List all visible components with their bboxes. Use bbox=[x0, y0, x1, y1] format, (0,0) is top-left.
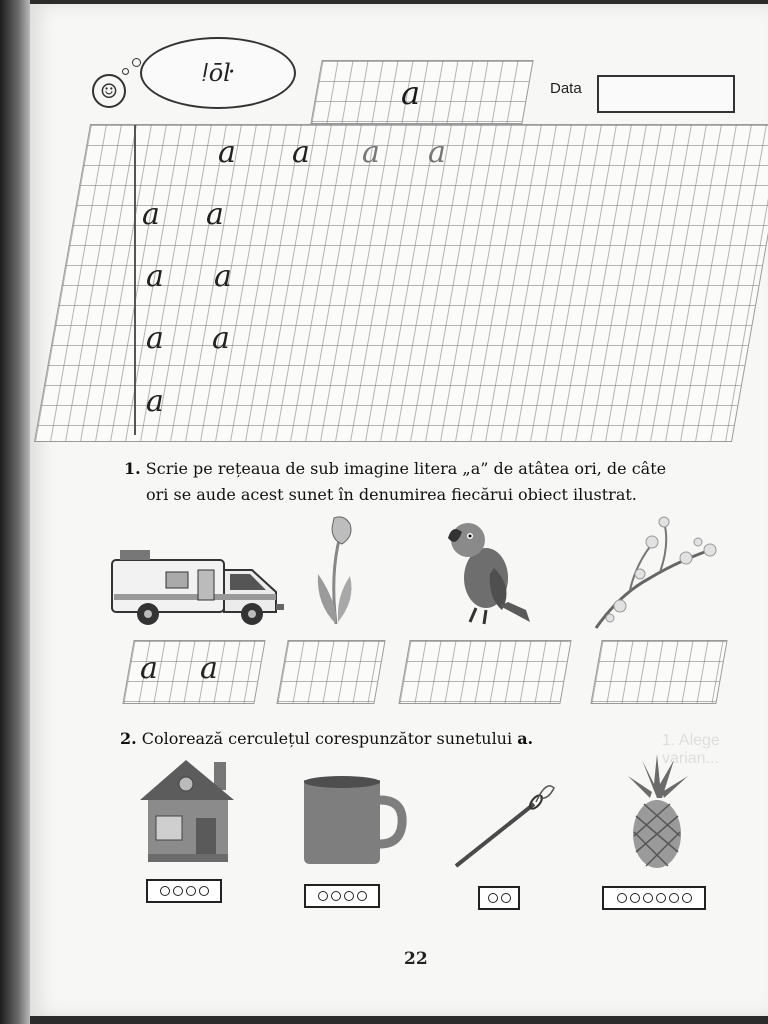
mug-image bbox=[298, 774, 408, 866]
ambulance-image bbox=[106, 542, 288, 628]
date-label: Data bbox=[550, 80, 582, 97]
practice-letter: a bbox=[146, 321, 164, 356]
answer-grid-tulip[interactable] bbox=[276, 640, 385, 704]
tulip-image bbox=[310, 514, 360, 628]
exercise2-instruction bbox=[120, 728, 640, 750]
date-field[interactable] bbox=[597, 75, 735, 113]
practice-letter: a bbox=[206, 197, 224, 232]
sound-oval bbox=[140, 37, 296, 109]
practice-letter: a bbox=[146, 259, 164, 294]
needle-image bbox=[450, 776, 560, 870]
practice-letter: a bbox=[214, 259, 232, 294]
exercise1-instruction bbox=[124, 458, 734, 480]
thought-bubbles bbox=[118, 58, 140, 80]
bleed-through-text: 1. Alege varian... bbox=[662, 732, 720, 767]
practice-letter: a bbox=[146, 384, 164, 419]
top-row-letter: a bbox=[362, 135, 380, 170]
margin-line bbox=[134, 125, 136, 435]
answer-grid-parrot[interactable] bbox=[398, 640, 571, 704]
pineapple-image bbox=[622, 754, 692, 870]
exercise2-number: 2. bbox=[120, 729, 137, 748]
practice-grid bbox=[34, 124, 768, 442]
exercise2-letter: a. bbox=[517, 729, 534, 748]
top-row-letter: a bbox=[218, 135, 236, 170]
sound-circle[interactable] bbox=[186, 886, 196, 896]
sound-circle[interactable] bbox=[617, 893, 627, 903]
blossom-branch-image bbox=[590, 514, 726, 632]
exercise1-line1: Scrie pe rețeaua de sub imagine litera „a” de atâtea ori, de câte bbox=[145, 459, 667, 478]
top-row-letter: a bbox=[428, 135, 446, 170]
sound-circle[interactable] bbox=[318, 891, 328, 901]
house-image bbox=[138, 756, 236, 864]
sound-circle[interactable] bbox=[643, 893, 653, 903]
sound-circle[interactable] bbox=[682, 893, 692, 903]
title-grid bbox=[310, 60, 533, 124]
oval-symbol: ǃōŀ bbox=[201, 59, 235, 87]
sound-circle[interactable] bbox=[669, 893, 679, 903]
smiley-icon: ☺ bbox=[92, 74, 126, 108]
title-letter: a bbox=[401, 74, 421, 112]
sound-circle[interactable] bbox=[344, 891, 354, 901]
sound-circles-mug bbox=[304, 884, 380, 908]
answer-letter: a bbox=[200, 651, 218, 686]
exercise2-text: Colorează cerculețul corespunzător sunetului bbox=[141, 729, 518, 748]
practice-letter: a bbox=[142, 197, 160, 232]
sound-circles-needle bbox=[478, 886, 520, 910]
sound-circle[interactable] bbox=[173, 886, 183, 896]
exercise1-number: 1. bbox=[124, 459, 141, 478]
parrot-image bbox=[442, 518, 534, 628]
answer-letter: a bbox=[140, 651, 158, 686]
top-row-letter: a bbox=[292, 135, 310, 170]
sound-circle[interactable] bbox=[501, 893, 511, 903]
exercise1-instruction-line2: ori se aude acest sunet în denumirea fiecărui obiect ilustrat. bbox=[146, 485, 637, 504]
practice-letter: a bbox=[212, 321, 230, 356]
sound-circle[interactable] bbox=[199, 886, 209, 896]
sound-circle[interactable] bbox=[160, 886, 170, 896]
book-spine bbox=[0, 0, 30, 1024]
sound-circle[interactable] bbox=[656, 893, 666, 903]
sound-circles-house bbox=[146, 879, 222, 903]
sound-circle[interactable] bbox=[357, 891, 367, 901]
sound-circles-pineapple bbox=[602, 886, 706, 910]
sound-circle[interactable] bbox=[488, 893, 498, 903]
answer-grid-branch[interactable] bbox=[590, 640, 727, 704]
page-number: 22 bbox=[404, 949, 428, 969]
sound-circle[interactable] bbox=[331, 891, 341, 901]
sound-circle[interactable] bbox=[630, 893, 640, 903]
